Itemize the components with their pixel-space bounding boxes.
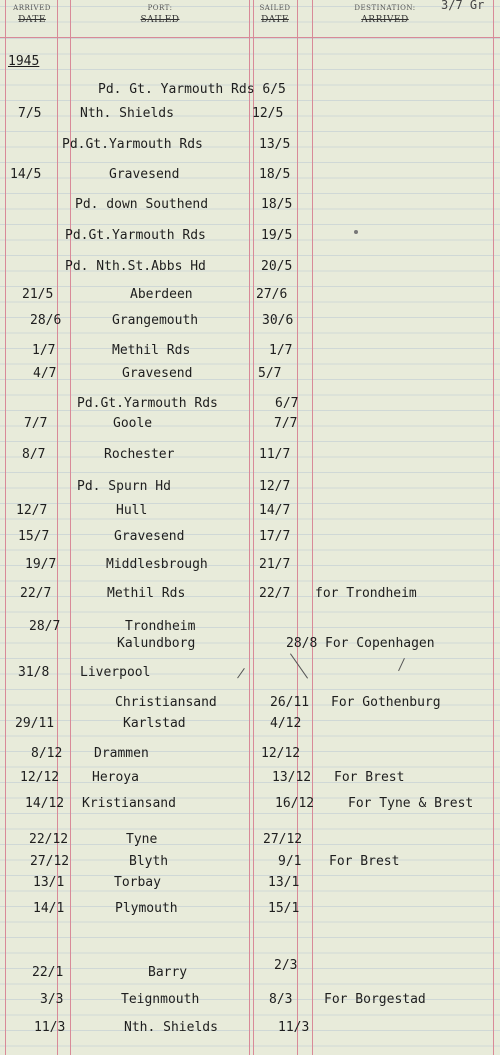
port-name: Aberdeen <box>130 287 193 302</box>
arrived-date: 1/7 <box>32 343 56 358</box>
port-name: Middlesbrough <box>106 557 208 572</box>
port-name: Plymouth <box>115 901 178 916</box>
port-name: Nth. Shields <box>124 1020 218 1035</box>
year-label: 1945 <box>8 54 40 69</box>
port-name: Trondheim <box>125 619 196 634</box>
header-sailed <box>254 4 296 25</box>
port-name: Gravesend <box>122 366 193 381</box>
arrived-date: 12/12 <box>20 770 60 785</box>
header-port-label: PORT: <box>147 4 173 12</box>
port-name: Tyne <box>126 832 158 847</box>
arrived-date: 14/12 <box>25 796 65 811</box>
sailed-date: 7/7 <box>274 416 298 431</box>
destination-note: For Borgestad <box>324 992 426 1007</box>
sailed-date: 5/7 <box>258 366 282 381</box>
sailed-date: 26/11 <box>270 695 310 710</box>
arrived-date: 3/3 <box>40 992 64 1007</box>
port-name: Karlstad <box>123 716 186 731</box>
port-name: Heroya <box>92 770 139 785</box>
column-rule-sailed-2 <box>312 0 313 1055</box>
arrived-date: 8/12 <box>31 746 63 761</box>
port-name: Kristiansand <box>82 796 176 811</box>
pencil-mark <box>290 653 308 678</box>
arrived-date: 13/1 <box>33 875 65 890</box>
sailed-date: 13/12 <box>272 770 312 785</box>
arrived-date: 4/7 <box>33 366 57 381</box>
sailed-date: 27/12 <box>263 832 303 847</box>
sailed-date: 13/1 <box>268 875 300 890</box>
pencil-mark <box>237 668 245 678</box>
sailed-date: 14/7 <box>259 503 291 518</box>
header-destination-sub: ARRIVED <box>361 15 409 25</box>
arrived-date: 27/12 <box>30 854 70 869</box>
port-name: Pd.Gt.Yarmouth Rds <box>77 396 218 411</box>
sailed-date: 2/3 <box>274 958 298 973</box>
header-arrived <box>8 4 56 25</box>
header-port-sub: SAILED <box>140 15 180 25</box>
header-port <box>100 4 220 25</box>
arrived-date: 31/8 <box>18 665 50 680</box>
sailed-date: 6/7 <box>275 396 299 411</box>
port-name: Hull <box>116 503 148 518</box>
arrived-date: 28/6 <box>30 313 62 328</box>
sailed-date: 15/1 <box>268 901 300 916</box>
sailed-date: 1/7 <box>269 343 293 358</box>
port-name: Kalundborg <box>117 636 196 651</box>
header-destination <box>330 4 440 25</box>
sailed-date: 9/1 <box>278 854 302 869</box>
column-rule-port <box>249 0 250 1055</box>
sailed-date: 21/7 <box>259 557 291 572</box>
sailed-date: 4/12 <box>270 716 302 731</box>
sailed-date: 27/6 <box>256 287 288 302</box>
sailed-date: 12/7 <box>259 479 291 494</box>
port-name: Rochester <box>104 447 175 462</box>
arrived-date: 19/7 <box>25 557 57 572</box>
sailed-date: 20/5 <box>261 259 293 274</box>
column-rule-sailed <box>297 0 298 1055</box>
port-name: Pd. Gt. Yarmouth Rds 6/5 <box>98 82 286 97</box>
port-name: Blyth <box>129 854 169 869</box>
arrived-date: 29/11 <box>15 716 55 731</box>
port-name: Teignmouth <box>121 992 200 1007</box>
pencil-mark <box>398 658 405 671</box>
destination-note: For Copenhagen <box>325 636 435 651</box>
sailed-date: 28/8 <box>286 636 318 651</box>
sailed-date: 22/7 <box>259 586 291 601</box>
arrived-date: 7/7 <box>24 416 48 431</box>
sailed-date: 17/7 <box>259 529 291 544</box>
column-rule-port-2 <box>253 0 254 1055</box>
arrived-date: 7/5 <box>18 106 42 121</box>
destination-note: For Tyne & Brest <box>348 796 474 811</box>
header-arrived-sub: DATE <box>18 15 46 25</box>
port-name: Methil Rds <box>112 343 191 358</box>
destination-note: for Trondheim <box>315 586 417 601</box>
sailed-date: 12/5 <box>252 106 284 121</box>
header-destination-label: DESTINATION: <box>354 4 416 12</box>
arrived-date: 11/3 <box>34 1020 66 1035</box>
port-name: Drammen <box>94 746 149 761</box>
port-name: Pd.Gt.Yarmouth Rds <box>65 228 206 243</box>
arrived-date: 14/1 <box>33 901 65 916</box>
sailed-date: 16/12 <box>275 796 315 811</box>
port-name: Pd. Nth.St.Abbs Hd <box>65 259 206 274</box>
destination-note: For Brest <box>329 854 400 869</box>
header-corner-note: 3/7 Gr <box>441 0 485 12</box>
header-arrived-label: ARRIVED <box>13 4 51 12</box>
arrived-date: 15/7 <box>18 529 50 544</box>
port-name: Torbay <box>114 875 161 890</box>
column-rule-left <box>5 0 6 1055</box>
sailed-date: 19/5 <box>261 228 293 243</box>
sailed-date: 30/6 <box>262 313 294 328</box>
port-name: Nth. Shields <box>80 106 174 121</box>
header-rule <box>0 37 500 38</box>
port-name: Barry <box>148 965 188 980</box>
column-rule-arrived <box>57 0 58 1055</box>
port-name: Pd. down Southend <box>75 197 209 212</box>
arrived-date: 8/7 <box>22 447 46 462</box>
header-sailed-sub: DATE <box>261 15 289 25</box>
header-sailed-label: SAILED <box>259 4 291 12</box>
port-name: Pd. Spurn Hd <box>77 479 171 494</box>
sailed-date: 11/7 <box>259 447 291 462</box>
destination-note: For Brest <box>334 770 405 785</box>
port-name: Christiansand <box>115 695 217 710</box>
arrived-date: 14/5 <box>10 167 42 182</box>
port-name: Grangemouth <box>112 313 199 328</box>
port-name: Pd.Gt.Yarmouth Rds <box>62 137 203 152</box>
sailed-date: 18/5 <box>261 197 293 212</box>
sailed-date: 8/3 <box>269 992 293 1007</box>
arrived-date: 21/5 <box>22 287 54 302</box>
port-name: Methil Rds <box>107 586 186 601</box>
arrived-date: 28/7 <box>29 619 61 634</box>
port-name: Goole <box>113 416 153 431</box>
sailed-date: 18/5 <box>259 167 291 182</box>
destination-note: For Gothenburg <box>331 695 441 710</box>
column-rule-arrived-2 <box>70 0 71 1055</box>
arrived-date: 22/1 <box>32 965 64 980</box>
arrived-date: 22/7 <box>20 586 52 601</box>
sailed-date: 12/12 <box>261 746 301 761</box>
ink-spot <box>354 230 358 234</box>
sailed-date: 13/5 <box>259 137 291 152</box>
port-name: Gravesend <box>109 167 180 182</box>
arrived-date: 12/7 <box>16 503 48 518</box>
port-name: Gravesend <box>114 529 185 544</box>
port-name: Liverpool <box>80 665 151 680</box>
column-rule-right <box>493 0 494 1055</box>
arrived-date: 22/12 <box>29 832 69 847</box>
sailed-date: 11/3 <box>278 1020 310 1035</box>
